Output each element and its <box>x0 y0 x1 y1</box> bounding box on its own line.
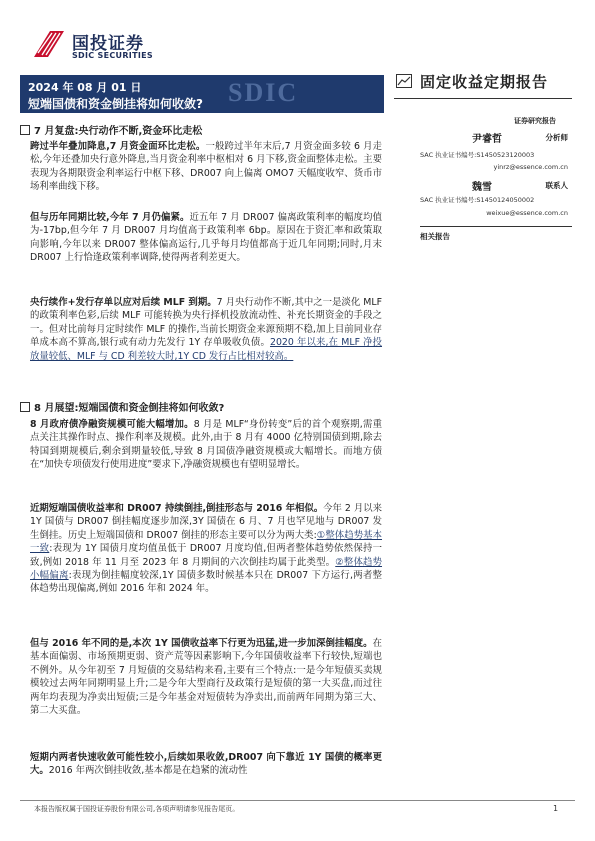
paragraph-text: :表现为 1Y 国债月度均值虽低于 DR007 月度均值,但两者整体趋势依然保持一致,例如 2018 年 11 月至 2023 年 8 月期间的六次倒挂均属于此类型。 <box>30 543 382 568</box>
section-heading-text: 7 月复盘:央行动作不断,资金环比走松 <box>34 126 203 137</box>
analyst-name: 尹睿哲 <box>472 134 502 145</box>
bullet-box-icon <box>20 402 30 412</box>
related-reports-label: 相关报告 <box>420 232 450 241</box>
section-heading-text: 8 月展望:短端国债和资金倒挂将如何收敛? <box>34 403 225 414</box>
logo-text-cn: 国投证券 <box>72 34 144 54</box>
paragraph-text: 一般跨过半年末后,7 月资金面多较 6 月走松,今年还叠加央行意外降息,当月资金利率中枢相对 6 月下移,资金面整体走松。主要表现为各期限资金利率运行中枢下移、DR007 向上偏离 OMO7 天幅度收窄、货币市场利率曲线下移。 <box>30 141 382 193</box>
sidebar-heading: 证券研究报告 <box>514 117 556 125</box>
paragraph-text: 2016 年两次倒挂收敛,基本都是在趋紧的流动性 <box>48 765 248 777</box>
chart-icon <box>396 74 412 88</box>
page-number: 1 <box>553 804 559 813</box>
paragraph-lead: 但与历年同期比较,今年 7 月仍偏紧。 <box>30 212 190 223</box>
paragraph-lead: 跨过半年叠加降息,7 月资金面环比走松。 <box>30 141 206 152</box>
analyst-card <box>420 178 572 222</box>
paragraph-text: 今年 2 月以来 1Y 国债与 DR007 倒挂幅度逐步加深,3Y 国债在 6 月、7 月也罕见地与 DR007 发生倒挂。历史上短端国债和 DR007 倒挂的形态主要可以分为两大类: <box>30 503 382 541</box>
paragraph-lead: 但与 2016 年不同的是,本次 1Y 国债收益率下行更为迅猛,进一步加深倒挂幅度。 <box>30 638 373 649</box>
paragraph-highlight: 2020 年以来,在 MLF 净投放量较低、MLF 与 CD 利差较大时,1Y CD 发行占比相对较高。 <box>30 337 383 362</box>
analyst-role: 联系人 <box>545 181 568 190</box>
report-date: 2024 年 08 月 01 日 <box>28 81 142 94</box>
paragraph-lead: 近期短端国债收益率和 DR007 持续倒挂,倒挂形态与 2016 年相似。 <box>30 503 324 514</box>
paragraph <box>30 637 382 717</box>
analyst-cert: SAC 执业证书编号:S1450124050002 <box>420 196 535 204</box>
paragraph <box>30 140 382 194</box>
report-title: 短端国债和资金倒挂将如何收敛? <box>28 97 203 111</box>
analyst-card <box>420 130 572 174</box>
paragraph-lead: 8 月政府债净融资规模可能大幅增加。 <box>30 419 194 430</box>
paragraph <box>30 211 382 265</box>
related-reports <box>420 226 572 241</box>
analyst-email[interactable]: yinrz@essence.com.cn <box>493 163 568 171</box>
section-heading <box>20 399 384 414</box>
paragraph-text: :表现为倒挂幅度较深,1Y 国债多数时候基本只在 DR007 下方运行,两者整体趋势出现偏离,例如 2016 年和 2024 年。 <box>30 570 382 595</box>
paragraph-text: 在基本面偏弱、市场预期更弱、资产荒等因素影响下,今年国债收益率下行较快,短端也不例外。从今年初至 7 月短债的交易结构来看,主要有三个特点:一是今年短债买卖规模较过去两年同期明显上升;二是今年大型商行及政策行是短债的第一大买盘,而过往两年均表现为净卖出短债;三是今年基金对短债转为净卖出,而前两年同期为第三大、第二大买盘。 <box>30 638 382 717</box>
paragraph <box>30 751 382 778</box>
paragraph-text: 7 月央行动作不断,其中之一是淡化 MLF 的政策利率色彩,后续 MLF 可能转换为央行择机投放流动性、补充长期资金的手段之一。但对比前每月定时续作 MLF 的操作,当前长期资金来源预期不稳,加上目前同业存单成本高不算高,银行或有动力先发行 1Y 存单吸收负债。 <box>30 297 382 349</box>
paragraph-text: 8 月是 MLF“身份转变”后的首个观察期,需重点关注其操作时点、操作利率及规模。此外,由于 8 月有 4000 亿特别国债到期,除去特国到期规模后,剩余到期量较低,导致 8 月国债净融资规模或大幅增长。而地方债在“加快专项债发行使用进度”要求下,净融资规模也有望明显增长。 <box>30 419 382 471</box>
paragraph <box>30 502 382 596</box>
paragraph-highlight: ①整体趋势基本一致 <box>30 529 383 555</box>
paragraph <box>30 296 382 363</box>
paragraph <box>30 418 382 472</box>
analyst-name: 魏雪 <box>472 182 492 193</box>
logo-mark-icon <box>32 27 66 61</box>
report-type-label: 固定收益定期报告 <box>420 73 549 91</box>
footer-divider <box>20 800 575 801</box>
report-type <box>394 71 572 93</box>
company-logo <box>32 27 184 67</box>
paragraph-text: 近五年 7 月 DR007 偏离政策利率的幅度均值为-17bp,但今年 7 月 DR007 月均值高于政策利率 6bp。原因在于资汇率和政策取向影响,今年以来 DR007 整体偏高运行,几乎每月均值都高于近几年同期;同时,月末 DR007 上行恰逢政策利率调降,使得两者利差更大。 <box>30 212 382 264</box>
logo-text-en: SDIC SECURITIES <box>72 51 153 60</box>
title-banner <box>20 75 384 113</box>
analyst-role: 分析师 <box>545 133 568 142</box>
analyst-cert: SAC 执业证书编号:S1450523120003 <box>420 151 535 159</box>
footer-disclaimer: 本报告版权属于国投证券股份有限公司,各项声明请参见报告尾页。 <box>34 805 240 813</box>
section-heading <box>20 122 384 137</box>
analyst-email[interactable]: weixue@essence.com.cn <box>486 209 568 217</box>
paragraph-lead: 短期内两者快速收敛可能性较小,后续如果收敛,DR007 向下靠近 1Y 国债的概率更大。 <box>30 752 382 777</box>
divider <box>394 98 572 99</box>
banner-watermark: SDIC <box>228 78 299 107</box>
bullet-box-icon <box>20 125 30 135</box>
paragraph-lead: 央行续作+发行存单以应对后续 MLF 到期。 <box>30 297 217 308</box>
paragraph-highlight: ②整体趋势小幅偏离 <box>30 556 383 582</box>
